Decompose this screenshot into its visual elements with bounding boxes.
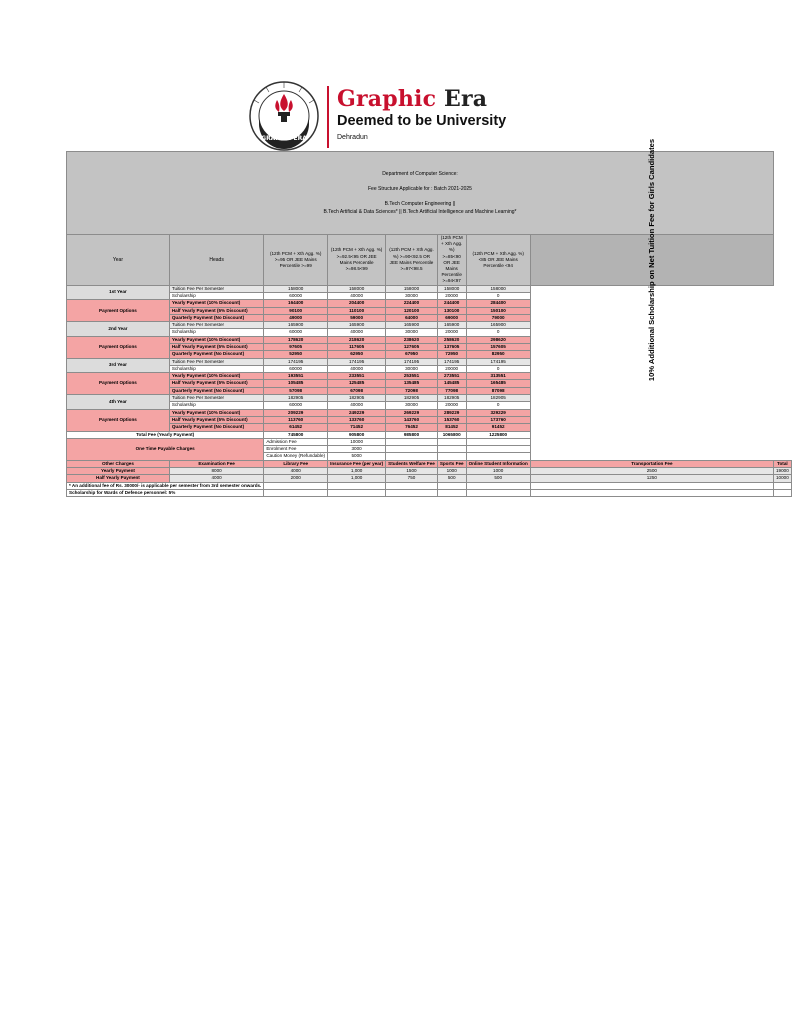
other-charge-value: 1,000 (328, 475, 386, 482)
payment-options-label: Payment Options (67, 336, 170, 358)
total-fee-row (67, 431, 792, 438)
scholarship-value: 60000 (264, 292, 328, 299)
tuition-value: 182905 (466, 395, 530, 402)
other-charge-value: 19000 (773, 468, 791, 475)
other-charge-header: Library Fee (264, 460, 328, 467)
criteria-2: (12th PCM + Xth Agg. %) >=92.5<95 OR JEE Mains Percentile >=98.5<99 (328, 235, 386, 286)
yearly-payment-value: 258620 (437, 336, 466, 343)
one-time-charge-label: Caution Money (Refundable) (264, 453, 328, 460)
empty-cell (773, 489, 791, 496)
other-charge-value: 1,000 (328, 468, 386, 475)
yearly-payment-value: 209229 (264, 409, 328, 416)
tuition-value: 165900 (386, 322, 438, 329)
other-charges-row-label: Yearly Payment (67, 468, 170, 475)
scholarship-value: 40000 (328, 365, 386, 372)
other-charge-header: Total (773, 460, 791, 467)
total-fee-label: Total Fee (Yearly Payment) (67, 431, 264, 438)
tuition-value: 182905 (264, 395, 328, 402)
note-text: * An additional fee of Rs. 30000/- is applicable per semester from 3rd semester onwards. (67, 482, 264, 489)
quarterly-payment-label: Quarterly Payment (No Discount) (169, 424, 263, 431)
criteria-4: (12th PCM + Xth Agg. %) >=85<90 OR JEE Mains Percentile >=94<97 (437, 235, 466, 286)
tuition-value: 165900 (264, 322, 328, 329)
scholarship-value: 40000 (328, 292, 386, 299)
empty-cell (386, 489, 438, 496)
half-payment-value: 143760 (386, 416, 438, 423)
quarterly-payment-label: Quarterly Payment (No Discount) (169, 314, 263, 321)
title-program-1: B.Tech Computer Engineering || (384, 201, 456, 207)
yearly-payment-value: 193551 (264, 373, 328, 380)
quarterly-payment-label: Quarterly Payment (No Discount) (169, 387, 263, 394)
yearly-payment-value: 233551 (328, 373, 386, 380)
yearly-payment-value: 269229 (386, 409, 438, 416)
half-payment-value: 130100 (437, 307, 466, 314)
scholarship-label: Scholarship (169, 365, 263, 372)
yearly-payment-value: 164400 (264, 300, 328, 307)
yearly-payment-value: 273551 (437, 373, 466, 380)
half-payment-value: 97605 (264, 344, 328, 351)
one-time-charge-label: Enrolment Fee (264, 446, 328, 453)
quarterly-payment-value: 52950 (264, 351, 328, 358)
criteria-3: (12th PCM + Xth Agg. %) >=90<92.5 OR JEE Mains Percentile >=97<98.5 (386, 235, 438, 286)
empty-cell (773, 482, 791, 489)
scholarship-value: 30000 (386, 329, 438, 336)
empty-cell (437, 446, 466, 453)
title-batch: Fee Structure Applicable for : Batch 2021-2025 (368, 186, 472, 192)
other-charge-header: Students Welfare Fee (386, 460, 438, 467)
quarterly-payment-row (67, 351, 792, 358)
brand-city: Dehradun (337, 134, 368, 141)
empty-cell (773, 235, 791, 286)
tuition-row (67, 395, 792, 402)
other-charge-value: 1000 (437, 468, 466, 475)
scholarship-value: 60000 (264, 365, 328, 372)
scholarship-value: 60000 (264, 329, 328, 336)
brand-name (337, 86, 487, 112)
title-dept: Department of Computer Science: (382, 171, 458, 177)
tuition-value: 158000 (386, 285, 438, 292)
quarterly-payment-value: 69000 (437, 314, 466, 321)
note-text: Scholarship for Wards of Defence personnel: 5% (67, 489, 264, 496)
half-payment-value: 120100 (386, 307, 438, 314)
yearly-payment-row (67, 336, 792, 343)
half-payment-value: 145485 (437, 380, 466, 387)
half-payment-value: 135485 (386, 380, 438, 387)
half-payment-label: Half Yearly Payment (5% Discount) (169, 344, 263, 351)
tuition-label: Tuition Fee Per Semester (169, 358, 263, 365)
half-payment-row (67, 344, 792, 351)
tuition-value: 174195 (328, 358, 386, 365)
quarterly-payment-value: 57098 (264, 387, 328, 394)
other-charge-value: 4000 (264, 468, 328, 475)
empty-cell (386, 446, 438, 453)
other-charge-header: Sports Fee (437, 460, 466, 467)
payment-options-label: Payment Options (67, 409, 170, 431)
scholarship-row (67, 292, 792, 299)
other-charge-value: 500 (466, 475, 530, 482)
scholarship-value: 30000 (386, 292, 438, 299)
empty-cell (437, 482, 466, 489)
quarterly-payment-value: 76452 (386, 424, 438, 431)
tuition-value: 174195 (466, 358, 530, 365)
tuition-value: 174195 (437, 358, 466, 365)
seal-text: GRAPHIC ERA (261, 135, 307, 142)
table-title (67, 152, 774, 235)
quarterly-payment-value: 72950 (437, 351, 466, 358)
half-payment-value: 150100 (466, 307, 530, 314)
criteria-header-row (67, 235, 792, 286)
title-row (67, 152, 792, 235)
quarterly-payment-value: 64000 (386, 314, 438, 321)
tuition-value: 182905 (386, 395, 438, 402)
empty-cell (530, 489, 773, 496)
other-charge-value: 1500 (386, 468, 438, 475)
quarterly-payment-row (67, 424, 792, 431)
empty-cell (466, 489, 530, 496)
quarterly-payment-value: 67098 (328, 387, 386, 394)
scholarship-value: 0 (466, 292, 530, 299)
brand-name-dark: Era (444, 86, 488, 112)
quarterly-payment-value: 61452 (264, 424, 328, 431)
half-payment-row (67, 307, 792, 314)
yearly-payment-value: 224400 (386, 300, 438, 307)
one-time-charge-value: 10000 (328, 438, 386, 445)
year-label: 4th Year (67, 395, 170, 410)
empty-cell (386, 438, 438, 445)
tuition-value: 174195 (386, 358, 438, 365)
half-payment-value: 117605 (328, 344, 386, 351)
other-charge-value: 1000 (466, 468, 530, 475)
note-row (67, 489, 792, 496)
header-divider (327, 86, 329, 148)
other-charge-value: 2500 (530, 468, 773, 475)
year-label: 2nd Year (67, 322, 170, 337)
other-charge-header: Insurance Fee (per year) (328, 460, 386, 467)
other-charges-row-label: Half Yearly Payment (67, 475, 170, 482)
half-payment-value: 153760 (437, 416, 466, 423)
tuition-row (67, 358, 792, 365)
scholarship-value: 0 (466, 329, 530, 336)
total-fee-value: 1065800 (437, 431, 466, 438)
quarterly-payment-value: 91452 (466, 424, 530, 431)
quarterly-payment-value: 59000 (328, 314, 386, 321)
criteria-1: (12th PCM + Xth Agg. %) >=95 OR JEE Mains Percentile >=99 (264, 235, 328, 286)
one-time-charge-value: 3000 (328, 446, 386, 453)
other-charges-row (67, 468, 792, 475)
scholarship-value: 40000 (328, 329, 386, 336)
quarterly-payment-value: 82950 (466, 351, 530, 358)
scholarship-value: 40000 (328, 402, 386, 409)
other-charge-header: Examination Fee (169, 460, 263, 467)
empty-cell (437, 438, 466, 445)
title-program-2: B.Tech Artificial & Data Sciences* || B.Tech Artificial Intelligence and Machine Learning* (323, 209, 517, 215)
half-payment-label: Half Yearly Payment (5% Discount) (169, 416, 263, 423)
other-charge-value: 1250 (530, 475, 773, 482)
half-payment-value: 173760 (466, 416, 530, 423)
tuition-value: 174195 (264, 358, 328, 365)
one-time-charge-label: Admission Fee (264, 438, 328, 445)
quarterly-payment-value: 71452 (328, 424, 386, 431)
scholarship-value: 30000 (386, 365, 438, 372)
tail-rows (67, 431, 792, 497)
empty-cell (530, 395, 773, 402)
other-charge-value: 750 (386, 475, 438, 482)
scholarship-value: 0 (466, 365, 530, 372)
year-label: 3rd Year (67, 358, 170, 373)
one-time-charge-row (67, 438, 792, 445)
tuition-value: 182905 (437, 395, 466, 402)
total-fee-value: 985800 (386, 431, 438, 438)
scholarship-value: 20000 (437, 292, 466, 299)
empty-cell (264, 489, 328, 496)
other-charge-value: 4000 (169, 475, 263, 482)
empty-cell (437, 453, 466, 460)
quarterly-payment-label: Quarterly Payment (No Discount) (169, 351, 263, 358)
half-payment-value: 127605 (386, 344, 438, 351)
half-payment-row (67, 416, 792, 423)
tuition-value: 165900 (328, 322, 386, 329)
other-charge-value: 2000 (264, 475, 328, 482)
yearly-payment-label: Yearly Payment (10% Discount) (169, 336, 263, 343)
brand-name-red: Graphic (337, 86, 437, 112)
quarterly-payment-value: 81452 (437, 424, 466, 431)
one-time-charge-value: 5000 (328, 453, 386, 460)
yearly-payment-row (67, 300, 792, 307)
tuition-value: 165900 (466, 322, 530, 329)
empty-cell (530, 402, 773, 409)
quarterly-payment-row (67, 314, 792, 321)
empty-cell (466, 482, 530, 489)
half-payment-row (67, 380, 792, 387)
col-year-header: Year (67, 235, 170, 286)
empty-cell (530, 424, 773, 431)
half-payment-value: 125485 (328, 380, 386, 387)
empty-cell (466, 438, 530, 445)
empty-cell (386, 482, 438, 489)
tuition-value: 165900 (437, 322, 466, 329)
quarterly-payment-value: 49000 (264, 314, 328, 321)
half-payment-label: Half Yearly Payment (5% Discount) (169, 307, 263, 314)
payment-options-label: Payment Options (67, 373, 170, 395)
total-fee-value: 1225800 (466, 431, 530, 438)
brand-subtitle: Deemed to be University (337, 113, 507, 129)
year-label: 1st Year (67, 285, 170, 300)
criteria-5: (12th PCM + Xth Agg. %) <85 OR JEE Mains Percentile <94 (466, 235, 530, 286)
yearly-payment-value: 329229 (466, 409, 530, 416)
other-charges-header-row (67, 460, 792, 467)
half-payment-label: Half Yearly Payment (5% Discount) (169, 380, 263, 387)
yearly-payment-label: Yearly Payment (10% Discount) (169, 300, 263, 307)
half-payment-value: 113760 (264, 416, 328, 423)
quarterly-payment-value: 72098 (386, 387, 438, 394)
tuition-label: Tuition Fee Per Semester (169, 322, 263, 329)
half-payment-value: 90100 (264, 307, 328, 314)
yearly-payment-value: 178620 (264, 336, 328, 343)
scholarship-value: 20000 (437, 365, 466, 372)
quarterly-payment-value: 67950 (386, 351, 438, 358)
university-seal-icon (248, 80, 320, 152)
scholarship-label: Scholarship (169, 329, 263, 336)
tuition-value: 182905 (328, 395, 386, 402)
other-charge-value: 500 (437, 475, 466, 482)
girls-scholarship-text: 10% Additional Scholarship on Net Tuition Fee for Girls Candidates (646, 138, 656, 381)
quarterly-payment-value: 77098 (437, 387, 466, 394)
yearly-payment-value: 238620 (386, 336, 438, 343)
scholarship-row (67, 402, 792, 409)
tuition-value: 158000 (264, 285, 328, 292)
yearly-payment-value: 218620 (328, 336, 386, 343)
yearly-payment-value: 244400 (437, 300, 466, 307)
tuition-value: 158000 (328, 285, 386, 292)
scholarship-label: Scholarship (169, 292, 263, 299)
other-charge-header: Online Student Information (466, 460, 530, 467)
quarterly-payment-row (67, 387, 792, 394)
yearly-payment-value: 298620 (466, 336, 530, 343)
col-heads-header: Heads (169, 235, 263, 286)
quarterly-payment-value: 62950 (328, 351, 386, 358)
one-time-charges-label: One Time Payable Charges (67, 438, 264, 460)
empty-cell (530, 453, 773, 460)
girls-scholarship-note (530, 138, 773, 381)
empty-cell (530, 482, 773, 489)
other-charges-row (67, 475, 792, 482)
half-payment-value: 165485 (466, 380, 530, 387)
other-charge-value: 10000 (773, 475, 791, 482)
tuition-row (67, 322, 792, 329)
empty-cell (466, 446, 530, 453)
empty-cell (773, 152, 791, 235)
yearly-payment-label: Yearly Payment (10% Discount) (169, 409, 263, 416)
year-rows (67, 285, 792, 431)
empty-cell (437, 489, 466, 496)
empty-cell (530, 438, 773, 445)
yearly-payment-value: 204400 (328, 300, 386, 307)
yearly-payment-label: Yearly Payment (10% Discount) (169, 373, 263, 380)
note-row (67, 482, 792, 489)
scholarship-value: 20000 (437, 329, 466, 336)
empty-cell (328, 482, 386, 489)
payment-options-label: Payment Options (67, 300, 170, 322)
scholarship-value: 30000 (386, 402, 438, 409)
empty-cell (328, 489, 386, 496)
scholarship-value: 20000 (437, 402, 466, 409)
tuition-label: Tuition Fee Per Semester (169, 285, 263, 292)
empty-cell (264, 482, 328, 489)
university-header (248, 80, 518, 152)
half-payment-value: 105485 (264, 380, 328, 387)
empty-cell (530, 416, 773, 423)
total-fee-value: 905800 (328, 431, 386, 438)
yearly-payment-value: 253551 (386, 373, 438, 380)
scholarship-row (67, 329, 792, 336)
yearly-payment-value: 249229 (328, 409, 386, 416)
half-payment-value: 133760 (328, 416, 386, 423)
scholarship-row (67, 365, 792, 372)
tuition-label: Tuition Fee Per Semester (169, 395, 263, 402)
yearly-payment-row (67, 373, 792, 380)
empty-cell (530, 409, 773, 416)
quarterly-payment-value: 79000 (466, 314, 530, 321)
yearly-payment-value: 313551 (466, 373, 530, 380)
other-charges-label: Other Charges (67, 460, 170, 467)
scholarship-label: Scholarship (169, 402, 263, 409)
empty-cell (530, 446, 773, 453)
tuition-value: 158000 (466, 285, 530, 292)
empty-cell (530, 431, 773, 438)
total-fee-value: 745800 (264, 431, 328, 438)
empty-cell (530, 387, 773, 394)
half-payment-value: 137605 (437, 344, 466, 351)
tuition-row (67, 285, 792, 292)
other-charge-value: 8000 (169, 468, 263, 475)
other-charge-header: Transportation Fee (530, 460, 773, 467)
scholarship-value: 60000 (264, 402, 328, 409)
yearly-payment-row (67, 409, 792, 416)
yearly-payment-value: 284400 (466, 300, 530, 307)
quarterly-payment-value: 87098 (466, 387, 530, 394)
empty-cell (386, 453, 438, 460)
yearly-payment-value: 289229 (437, 409, 466, 416)
half-payment-value: 157605 (466, 344, 530, 351)
half-payment-value: 110100 (328, 307, 386, 314)
empty-cell (466, 453, 530, 460)
tuition-value: 158000 (437, 285, 466, 292)
scholarship-value: 0 (466, 402, 530, 409)
